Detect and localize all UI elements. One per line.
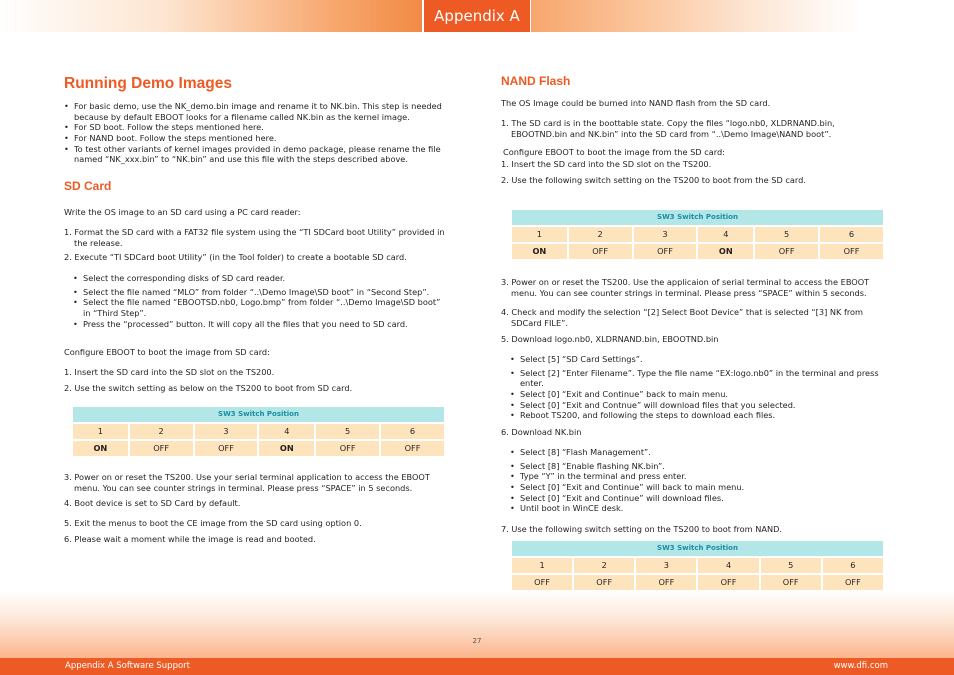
header-gradient-right [531, 0, 861, 32]
intro-bullet: • For SD boot. Follow the steps mentioned here. [64, 122, 446, 133]
switch-state: OFF [195, 441, 258, 456]
switch-state: ON [512, 244, 567, 259]
switch-position: 1 [512, 558, 572, 573]
sd-sub-bullet: • Press the “processed” button. It will copy all the files that you need to SD card. [64, 319, 446, 330]
eboot-nand-intro: Configure EBOOT to boot the image from the SD card: [503, 147, 725, 157]
switch-state: OFF [512, 575, 572, 590]
footer-section-title: Appendix A Software Support [65, 661, 191, 671]
switch-state: OFF [316, 441, 379, 456]
nand-sub-bullet: • Select [8] “Flash Management”. [501, 447, 885, 458]
sd-sub-bullet-list [64, 273, 446, 329]
switch-position: 1 [73, 424, 128, 439]
nand-step-3: 3. Power on or reset the TS200. Use the applicaion of serial terminal to access the EBOOT menu. You can see counter strings in terminal. Please press “SPACE” within 5 seconds. [501, 277, 870, 298]
switch-state: ON [259, 441, 314, 456]
intro-bullet: • For NAND boot. Follow the steps mentioned here. [64, 133, 446, 144]
nand-boot-switch-table [510, 539, 885, 592]
eboot-sd-intro: Configure EBOOT to boot the image from SD card: [64, 347, 270, 357]
switch-state: OFF [574, 575, 634, 590]
nand-step-6: 6. Download NK.bin [501, 427, 582, 437]
switch-position: 1 [512, 227, 567, 242]
footer-website: www.dfi.com [833, 661, 888, 671]
page-number: 27 [472, 637, 482, 645]
intro-bullet: • For basic demo, use the NK_demo.bin image and rename it to NK.bin. This step is needed because by default EBOOT looks for a filename called NK.bin as the kernel image. [64, 101, 446, 122]
switch-state: OFF [381, 441, 444, 456]
nand-step-5-bullets [501, 354, 885, 421]
intro-bullet-list [64, 101, 446, 165]
intro-bullet: • To test other variants of kernel images provided in demo package, please rename the file named “NK_xxx.bin” to “NK.bin” and use this file with the steps described above. [64, 144, 446, 165]
sd-intro-text: Write the OS image to an SD card using a PC card reader: [64, 207, 301, 217]
eboot-sd-step-1: 1. Insert the SD card into the SD slot on the TS200. [64, 367, 275, 377]
nand-step-4: 4. Check and modify the selection “[2] Select Boot Device” that is selected “[3] NK from SDCard FILE”. [501, 307, 864, 328]
sd-step-2: 2. Execute “TI SDCard boot Utility” (in the Tool folder) to create a bootable SD card. [64, 252, 407, 262]
switch-state: OFF [823, 575, 883, 590]
nand-sub-bullet: • Select [0] “Exit and Continue” back to main menu. [501, 389, 885, 400]
page-title: Running Demo Images [64, 75, 232, 92]
nand-step-1: 1. The SD card is in the boottable state. Copy the files “logo.nb0, XLDRNAND.bin, EBOOTND.bin and NK.bin” into the SD card from “..\Demo Image\NAND boot”. [501, 118, 835, 139]
switch-state: OFF [569, 244, 632, 259]
nand-step-7: 7. Use the following switch setting on the TS200 to boot from NAND. [501, 524, 783, 534]
switch-table-title: SW3 Switch Position [512, 210, 883, 225]
switch-position: 6 [823, 558, 883, 573]
switch-state: OFF [130, 441, 193, 456]
sd-step-5: 5. Exit the menus to boot the CE image from the SD card using option 0. [64, 518, 362, 528]
nand-step-6-bullets [501, 447, 885, 514]
switch-position: 4 [698, 227, 753, 242]
sd-step-1: 1. Format the SD card with a FAT32 file system using the “TI SDCard boot Utility” provided in the release. [64, 227, 445, 248]
switch-position: 6 [820, 227, 883, 242]
switch-position: 3 [195, 424, 258, 439]
switch-state: OFF [698, 575, 758, 590]
switch-table-title: SW3 Switch Position [73, 407, 444, 422]
nand-sub-bullet: • Select [2] “Enter Filename”. Type the file name “EX:logo.nb0” in the terminal and press enter. [501, 368, 885, 389]
nand-sub-bullet: • Select [8] “Enable flashing NK.bin”. [501, 461, 885, 472]
header-gradient-left [0, 0, 422, 32]
sd-sub-bullet: • Select the file named “MLO” from folder “..\Demo Image\SD boot” in “Second Step”. [64, 287, 446, 298]
nand-intro-text: The OS Image could be burned into NAND flash from the SD card. [501, 98, 771, 108]
switch-position: 4 [698, 558, 758, 573]
switch-table-title: SW3 Switch Position [512, 541, 883, 556]
sd-sub-bullet: • Select the file named “EBOOTSD.nb0, Logo.bmp” from folder “..\Demo Image\SD boot” in “Third Step”. [64, 297, 446, 318]
switch-state: OFF [634, 244, 697, 259]
sd-sub-bullet: • Select the corresponding disks of SD card reader. [64, 273, 446, 284]
switch-position: 2 [574, 558, 634, 573]
switch-position: 5 [316, 424, 379, 439]
switch-position: 5 [755, 227, 818, 242]
eboot-sd-step-2: 2. Use the switch setting as below on the TS200 to boot from SD card. [64, 383, 353, 393]
nand-sd-switch-table [510, 208, 885, 261]
switch-position: 2 [569, 227, 632, 242]
nand-sub-bullet: • Select [0] “Exit and Contnue” will download files that you selected. [501, 400, 885, 411]
nand-sub-bullet: • Select [0] “Exit and Continue” will back to main menu. [501, 482, 885, 493]
switch-state: OFF [761, 575, 821, 590]
eboot-nand-step-1: 1. Insert the SD card into the SD slot on the TS200. [501, 159, 712, 169]
switch-position: 5 [761, 558, 821, 573]
switch-state: ON [698, 244, 753, 259]
sd-step-6: 6. Please wait a moment while the image is read and booted. [64, 534, 316, 544]
nand-sub-bullet: • Type “Y” in the terminal and press enter. [501, 471, 885, 482]
switch-position: 3 [636, 558, 696, 573]
sd-step-3: 3. Power on or reset the TS200. Use your serial terminal application to access the EBOOT menu. You can see counter strings in terminal. Please press “SPACE” in 5 seconds. [64, 472, 430, 493]
footer-gradient [0, 590, 954, 658]
switch-state: OFF [820, 244, 883, 259]
eboot-nand-step-2: 2. Use the following switch setting on the TS200 to boot from the SD card. [501, 175, 806, 185]
sd-switch-table [71, 405, 446, 458]
switch-state: ON [73, 441, 128, 456]
nand-flash-heading: NAND Flash [501, 74, 571, 88]
sd-step-4: 4. Boot device is set to SD Card by default. [64, 498, 241, 508]
switch-position: 2 [130, 424, 193, 439]
switch-position: 4 [259, 424, 314, 439]
nand-sub-bullet: • Select [0] “Exit and Continue” will download files. [501, 493, 885, 504]
nand-step-5: 5. Download logo.nb0, XLDRNAND.bin, EBOOTND.bin [501, 334, 719, 344]
switch-position: 3 [634, 227, 697, 242]
nand-sub-bullet: • Reboot TS200, and following the steps to download each files. [501, 410, 885, 421]
header-section-label: Appendix A [424, 0, 530, 32]
switch-state: OFF [755, 244, 818, 259]
nand-sub-bullet: • Until boot in WinCE desk. [501, 503, 885, 514]
sd-card-heading: SD Card [64, 179, 112, 193]
switch-position: 6 [381, 424, 444, 439]
footer-bar [0, 658, 954, 675]
nand-sub-bullet: • Select [5] “SD Card Settings”. [501, 354, 885, 365]
switch-state: OFF [636, 575, 696, 590]
